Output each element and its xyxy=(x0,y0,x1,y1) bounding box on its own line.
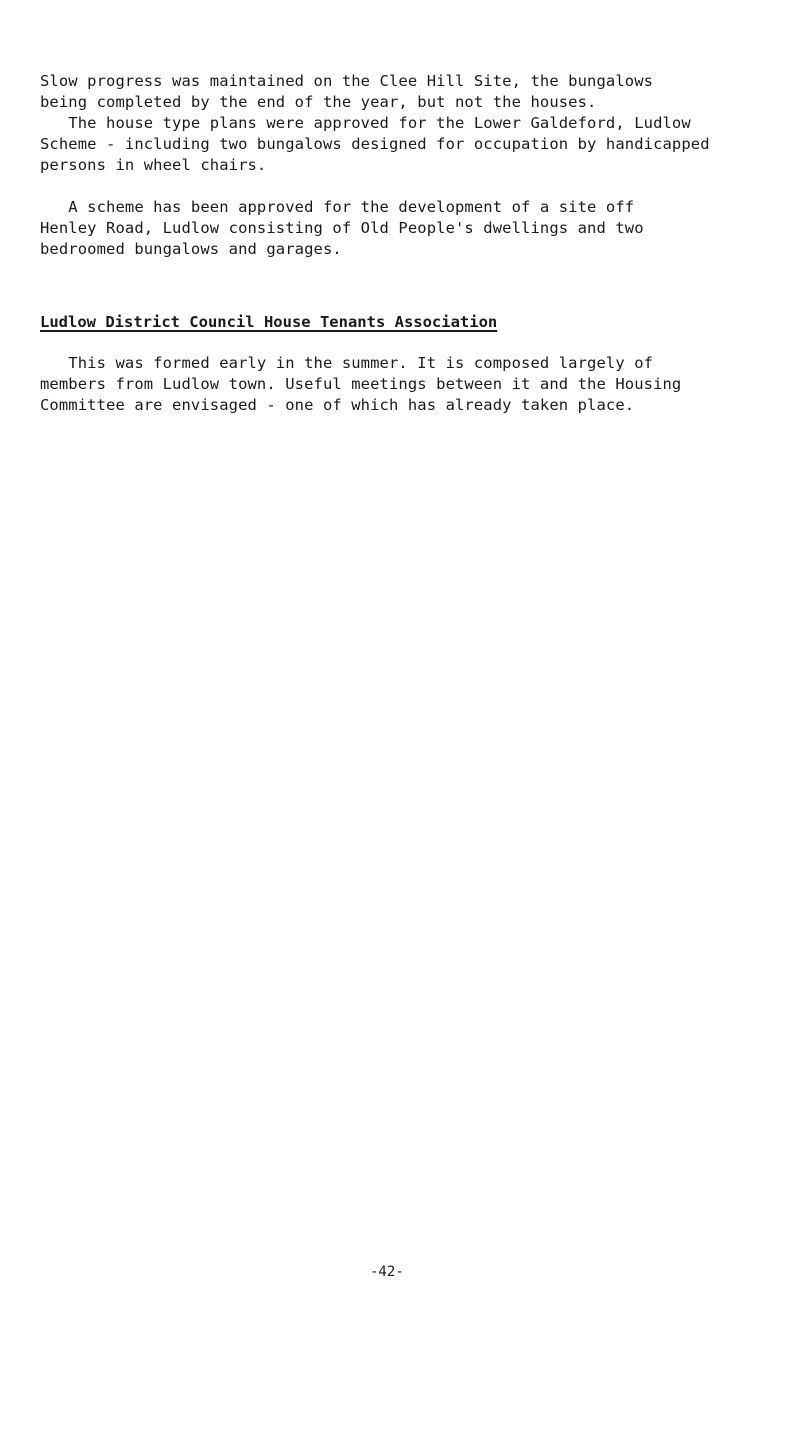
paragraph-line: Slow progress was maintained on the Clee Hill Site, the bungalows xyxy=(40,72,654,90)
paragraph-line: The house type plans were approved for the Lower Galdeford, Ludlow xyxy=(40,114,691,132)
paragraph-line: Henley Road, Ludlow consisting of Old People's dwellings and two xyxy=(40,219,644,237)
page-number: -42- xyxy=(370,1264,404,1280)
paragraph-clee-hill xyxy=(40,71,780,113)
paragraph-line: A scheme has been approved for the development of a site off xyxy=(40,198,635,216)
paragraph-line: Scheme - including two bungalows designed for occupation by handicapped xyxy=(40,135,710,153)
section-heading: Ludlow District Council House Tenants Association xyxy=(40,313,498,331)
paragraph-lower-galdeford xyxy=(40,113,780,176)
paragraph-henley-road xyxy=(40,197,780,260)
paragraph-line: members from Ludlow town. Useful meetings between it and the Housing xyxy=(40,375,682,393)
paragraph-line: bedroomed bungalows and garages. xyxy=(40,240,342,258)
paragraph-line: This was formed early in the summer. It is composed largely of xyxy=(40,354,654,372)
paragraph-line: persons in wheel chairs. xyxy=(40,156,267,174)
paragraph-tenants-association xyxy=(40,353,780,416)
paragraph-line: being completed by the end of the year, but not the houses. xyxy=(40,93,597,111)
paragraph-line: Committee are envisaged - one of which has already taken place. xyxy=(40,396,635,414)
